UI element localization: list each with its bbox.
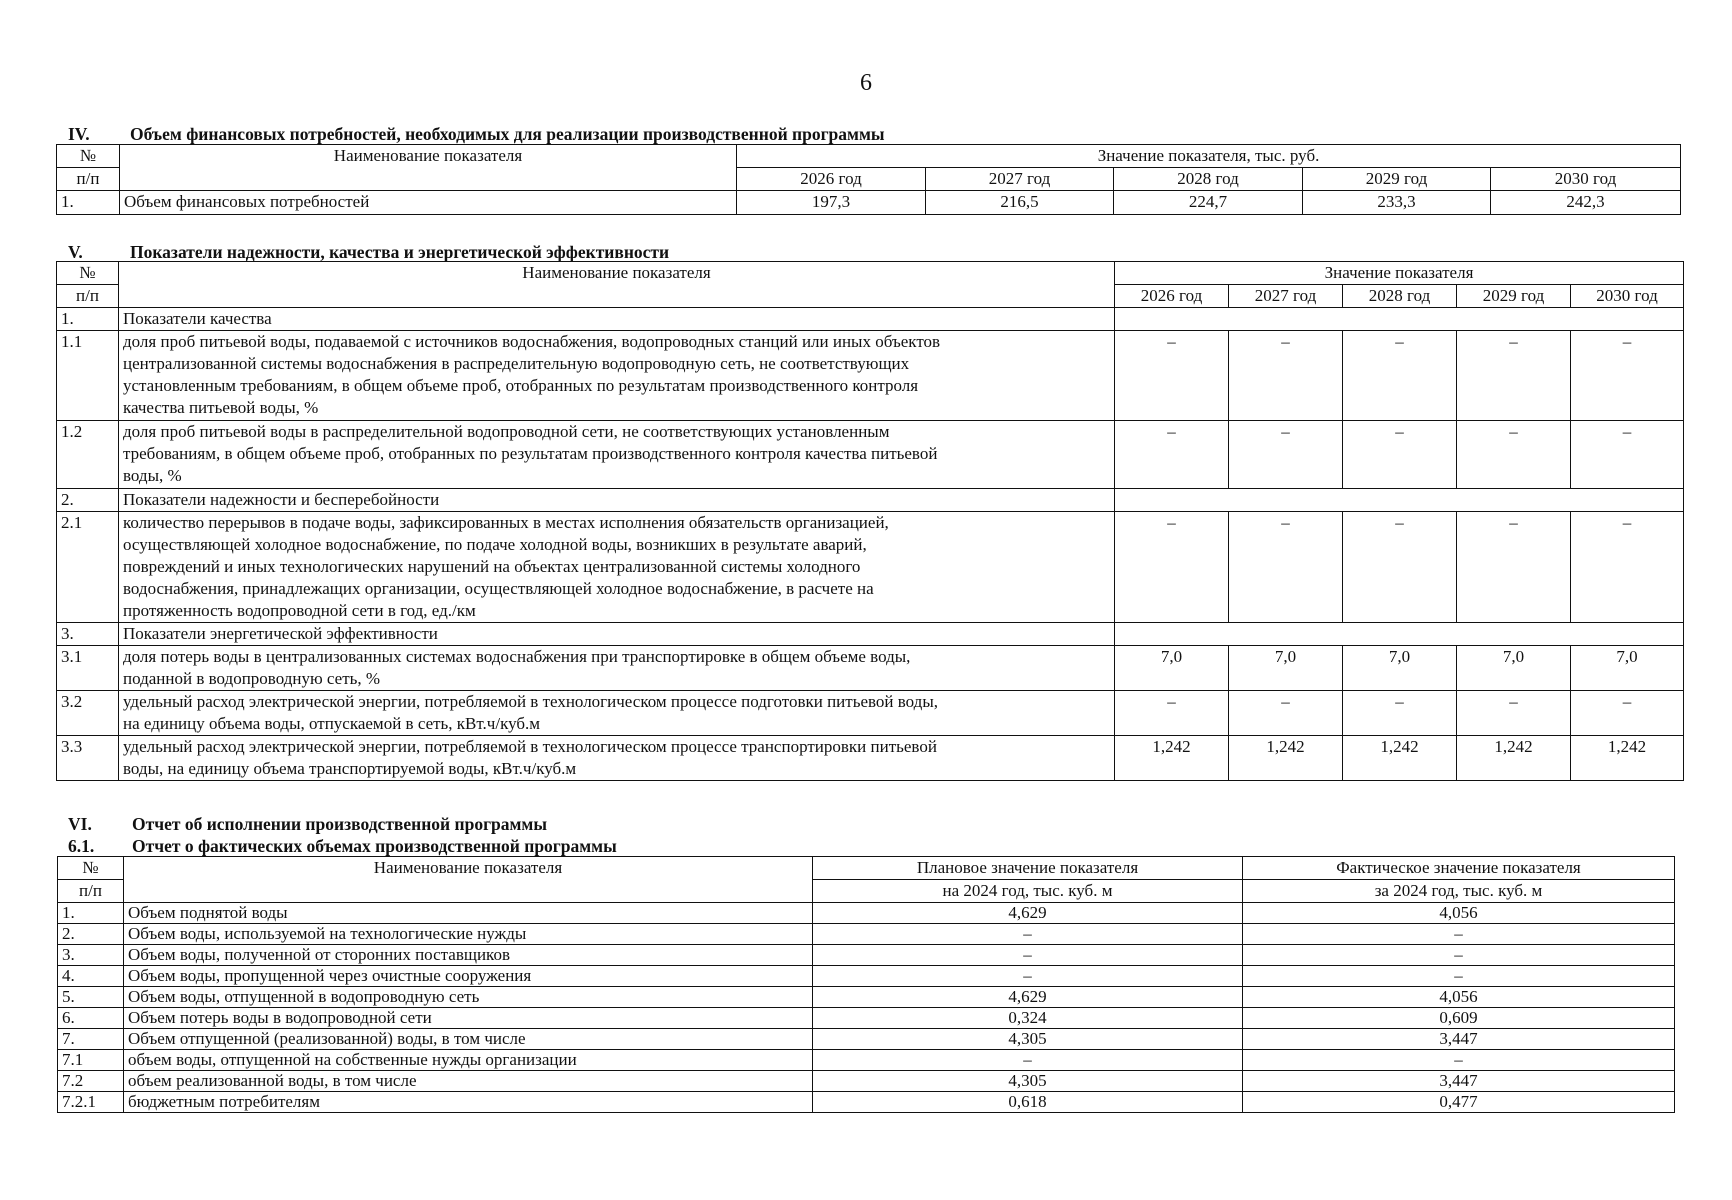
- row-value: 7,0: [1229, 646, 1343, 691]
- column-name-header: Наименование показателя: [124, 857, 813, 903]
- empty-cell: [1115, 489, 1684, 512]
- row-name: Показатели качества: [119, 308, 1115, 331]
- row-value: 197,3: [737, 191, 926, 215]
- year-header: 2030 год: [1571, 285, 1684, 308]
- row-value: –: [1115, 691, 1229, 736]
- group-row: [57, 623, 1684, 646]
- section-4-heading: [68, 124, 885, 144]
- row-value: 233,3: [1303, 191, 1491, 215]
- section-6-1-number: 6.1.: [68, 836, 95, 856]
- row-number: 1.1: [57, 331, 119, 421]
- column-value-header: Значение показателя: [1115, 262, 1684, 285]
- production-volumes-table: [57, 856, 1675, 1113]
- column-name-header: Наименование показателя: [120, 145, 737, 191]
- row-number: 7.1: [58, 1050, 124, 1071]
- row-value: 7,0: [1571, 646, 1684, 691]
- row-value: –: [1343, 331, 1457, 421]
- column-number-header-sub: п/п: [57, 168, 120, 191]
- group-row: [57, 308, 1684, 331]
- fact-value: –: [1243, 966, 1675, 987]
- row-name-line: централизованной системы водоснабжения в распределительную водопроводную сеть, не соответствующих: [123, 354, 910, 373]
- year-header: 2027 год: [926, 168, 1114, 191]
- row-name: Показатели надежности и бесперебойности: [119, 489, 1115, 512]
- plan-header-line2: на 2024 год, тыс. куб. м: [813, 880, 1243, 903]
- row-name: [119, 512, 1115, 623]
- row-number: 7.: [58, 1029, 124, 1050]
- table-row: [58, 966, 1675, 987]
- row-value: 1,242: [1457, 736, 1571, 781]
- row-name: Объем отпущенной (реализованной) воды, в том числе: [124, 1029, 813, 1050]
- row-number: 1.: [57, 308, 119, 331]
- fact-header-line2: за 2024 год, тыс. куб. м: [1243, 880, 1675, 903]
- row-value: –: [1115, 512, 1229, 623]
- section-5-title: Показатели надежности, качества и энергетической эффективности: [130, 242, 670, 262]
- table-row: [58, 1071, 1675, 1092]
- plan-value: 4,305: [813, 1071, 1243, 1092]
- row-name-line: доля потерь воды в централизованных системах водоснабжения при транспортировке в общем объеме воды,: [123, 647, 911, 666]
- table-row: [57, 421, 1684, 489]
- row-name-line: водоснабжения, принадлежащих организации, осуществляющей холодное водоснабжение, в расчете на: [123, 579, 874, 598]
- row-value: 224,7: [1114, 191, 1303, 215]
- column-value-header: Значение показателя, тыс. руб.: [737, 145, 1681, 168]
- plan-value: –: [813, 1050, 1243, 1071]
- fact-value: –: [1243, 945, 1675, 966]
- quality-indicators-table: [56, 261, 1684, 781]
- row-name: Объем воды, полученной от сторонних поставщиков: [124, 945, 813, 966]
- row-name: [119, 331, 1115, 421]
- row-value: 7,0: [1115, 646, 1229, 691]
- row-value: 7,0: [1343, 646, 1457, 691]
- row-number: 1.: [58, 903, 124, 924]
- row-name: бюджетным потребителям: [124, 1092, 813, 1113]
- row-value: –: [1457, 421, 1571, 489]
- plan-value: 4,629: [813, 903, 1243, 924]
- year-header: 2026 год: [1115, 285, 1229, 308]
- column-number-header-sub: п/п: [57, 285, 119, 308]
- section-6-1-heading: [68, 836, 617, 856]
- year-header: 2028 год: [1114, 168, 1303, 191]
- plan-header-line1: Плановое значение показателя: [813, 857, 1243, 880]
- page-number: 6: [860, 70, 872, 96]
- row-number: 2.: [57, 489, 119, 512]
- year-header: 2028 год: [1343, 285, 1457, 308]
- section-4-title: Объем финансовых потребностей, необходимых для реализации производственной программы: [130, 124, 885, 144]
- row-name-line: доля проб питьевой воды, подаваемой с источников водоснабжения, водопроводных станций или иных объектов: [123, 332, 941, 351]
- row-number: 1.2: [57, 421, 119, 489]
- table-row: [57, 691, 1684, 736]
- row-name-line: качества питьевой воды, %: [123, 398, 319, 417]
- row-name: Объем воды, пропущенной через очистные сооружения: [124, 966, 813, 987]
- row-value: –: [1571, 512, 1684, 623]
- row-name-line: протяженность водопроводной сети в год, ед./км: [123, 601, 476, 620]
- row-name-line: поданной в водопроводную сеть, %: [123, 669, 381, 688]
- row-value: –: [1571, 331, 1684, 421]
- column-number-header-sub: п/п: [58, 880, 124, 903]
- row-name: [119, 421, 1115, 489]
- row-number: 2.: [58, 924, 124, 945]
- fact-value: 4,056: [1243, 903, 1675, 924]
- table-row: [58, 987, 1675, 1008]
- row-name-line: удельный расход электрической энергии, потребляемой в технологическом процессе транспортировки питьевой: [123, 737, 937, 756]
- section-5-heading: [68, 242, 669, 262]
- row-value: 1,242: [1229, 736, 1343, 781]
- row-number: 6.: [58, 1008, 124, 1029]
- row-value: –: [1229, 331, 1343, 421]
- row-value: –: [1343, 421, 1457, 489]
- fact-value: –: [1243, 924, 1675, 945]
- row-name: [119, 691, 1115, 736]
- row-name: Объем финансовых потребностей: [120, 191, 737, 215]
- row-value: –: [1457, 512, 1571, 623]
- empty-cell: [1115, 308, 1684, 331]
- table-row: [58, 903, 1675, 924]
- table-row: [57, 646, 1684, 691]
- plan-value: 0,324: [813, 1008, 1243, 1029]
- fact-value: 0,609: [1243, 1008, 1675, 1029]
- fact-value: –: [1243, 1050, 1675, 1071]
- row-value: –: [1229, 512, 1343, 623]
- group-row: [57, 489, 1684, 512]
- table-row: [57, 191, 1681, 215]
- plan-value: 0,618: [813, 1092, 1243, 1113]
- row-value: –: [1115, 331, 1229, 421]
- table-row: [58, 1050, 1675, 1071]
- row-name-line: количество перерывов в подаче воды, зафиксированных в местах исполнения обязательств организацией,: [123, 513, 889, 532]
- fact-value: 4,056: [1243, 987, 1675, 1008]
- row-number: 3.1: [57, 646, 119, 691]
- row-value: –: [1571, 691, 1684, 736]
- year-header: 2029 год: [1303, 168, 1491, 191]
- row-value: –: [1571, 421, 1684, 489]
- section-6-title: Отчет об исполнении производственной программы: [132, 814, 548, 834]
- fact-value: 0,477: [1243, 1092, 1675, 1113]
- row-name-line: воды, на единицу объема транспортируемой воды, кВт.ч/куб.м: [123, 759, 577, 778]
- table-row: [58, 924, 1675, 945]
- row-value: –: [1229, 421, 1343, 489]
- row-number: 1.: [57, 191, 120, 215]
- table-row: [58, 945, 1675, 966]
- row-value: –: [1457, 331, 1571, 421]
- row-value: 7,0: [1457, 646, 1571, 691]
- column-number-header: №: [57, 145, 120, 168]
- plan-value: –: [813, 924, 1243, 945]
- year-header: 2030 год: [1491, 168, 1681, 191]
- section-6-heading: [68, 814, 547, 834]
- row-number: 3.3: [57, 736, 119, 781]
- section-5-number: V.: [68, 242, 83, 262]
- table-row: [58, 1092, 1675, 1113]
- table-row: [58, 1029, 1675, 1050]
- table-row: [57, 736, 1684, 781]
- year-header: 2029 год: [1457, 285, 1571, 308]
- row-number: 7.2: [58, 1071, 124, 1092]
- row-value: –: [1115, 421, 1229, 489]
- row-name-line: на единицу объема воды, отпускаемой в сеть, кВт.ч/куб.м: [123, 714, 541, 733]
- plan-value: –: [813, 945, 1243, 966]
- row-value: –: [1343, 691, 1457, 736]
- row-name-line: воды, %: [123, 466, 182, 485]
- row-name: объем воды, отпущенной на собственные нужды организации: [124, 1050, 813, 1071]
- column-number-header: №: [57, 262, 119, 285]
- row-value: 242,3: [1491, 191, 1681, 215]
- row-number: 3.2: [57, 691, 119, 736]
- row-value: –: [1229, 691, 1343, 736]
- row-number: 2.1: [57, 512, 119, 623]
- row-number: 3.: [58, 945, 124, 966]
- row-value: 1,242: [1343, 736, 1457, 781]
- plan-value: 4,629: [813, 987, 1243, 1008]
- section-6-1-title: Отчет о фактических объемах производственной программы: [132, 836, 617, 856]
- row-name: Объем воды, отпущенной в водопроводную сеть: [124, 987, 813, 1008]
- row-number: 4.: [58, 966, 124, 987]
- table-row: [57, 331, 1684, 421]
- fact-value: 3,447: [1243, 1029, 1675, 1050]
- row-name-line: осуществляющей холодное водоснабжение, по подаче холодной воды, возникших в результате аварий,: [123, 535, 867, 554]
- row-name-line: требованиям, в общем объеме проб, отобранных по результатам производственного контроля качества питьевой: [123, 444, 938, 463]
- fact-header-line1: Фактическое значение показателя: [1243, 857, 1675, 880]
- section-6-number: VI.: [68, 814, 92, 834]
- table-row: [57, 512, 1684, 623]
- table-row: [58, 1008, 1675, 1029]
- row-name: объем реализованной воды, в том числе: [124, 1071, 813, 1092]
- row-name-line: доля проб питьевой воды в распределительной водопроводной сети, не соответствующих установленным: [123, 422, 890, 441]
- empty-cell: [1115, 623, 1684, 646]
- row-number: 3.: [57, 623, 119, 646]
- row-number: 7.2.1: [58, 1092, 124, 1113]
- fact-value: 3,447: [1243, 1071, 1675, 1092]
- row-name-line: установленным требованиям, в общем объеме проб, отобранных по результатам производственного контроля: [123, 376, 919, 395]
- row-name: Объем поднятой воды: [124, 903, 813, 924]
- row-number: 5.: [58, 987, 124, 1008]
- column-name-header: Наименование показателя: [119, 262, 1115, 308]
- row-value: 1,242: [1115, 736, 1229, 781]
- row-name: [119, 736, 1115, 781]
- column-number-header: №: [58, 857, 124, 880]
- row-name: Показатели энергетической эффективности: [119, 623, 1115, 646]
- row-value: –: [1343, 512, 1457, 623]
- row-name: Объем потерь воды в водопроводной сети: [124, 1008, 813, 1029]
- section-4-number: IV.: [68, 124, 90, 144]
- row-value: –: [1457, 691, 1571, 736]
- year-header: 2027 год: [1229, 285, 1343, 308]
- row-name-line: повреждений и иных технологических нарушений на объектах централизованной системы холодного: [123, 557, 861, 576]
- plan-value: –: [813, 966, 1243, 987]
- row-name: [119, 646, 1115, 691]
- row-value: 1,242: [1571, 736, 1684, 781]
- year-header: 2026 год: [737, 168, 926, 191]
- plan-value: 4,305: [813, 1029, 1243, 1050]
- row-name: Объем воды, используемой на технологические нужды: [124, 924, 813, 945]
- financial-needs-table: [56, 144, 1681, 215]
- row-name-line: удельный расход электрической энергии, потребляемой в технологическом процессе подготовки питьевой воды,: [123, 692, 938, 711]
- row-value: 216,5: [926, 191, 1114, 215]
